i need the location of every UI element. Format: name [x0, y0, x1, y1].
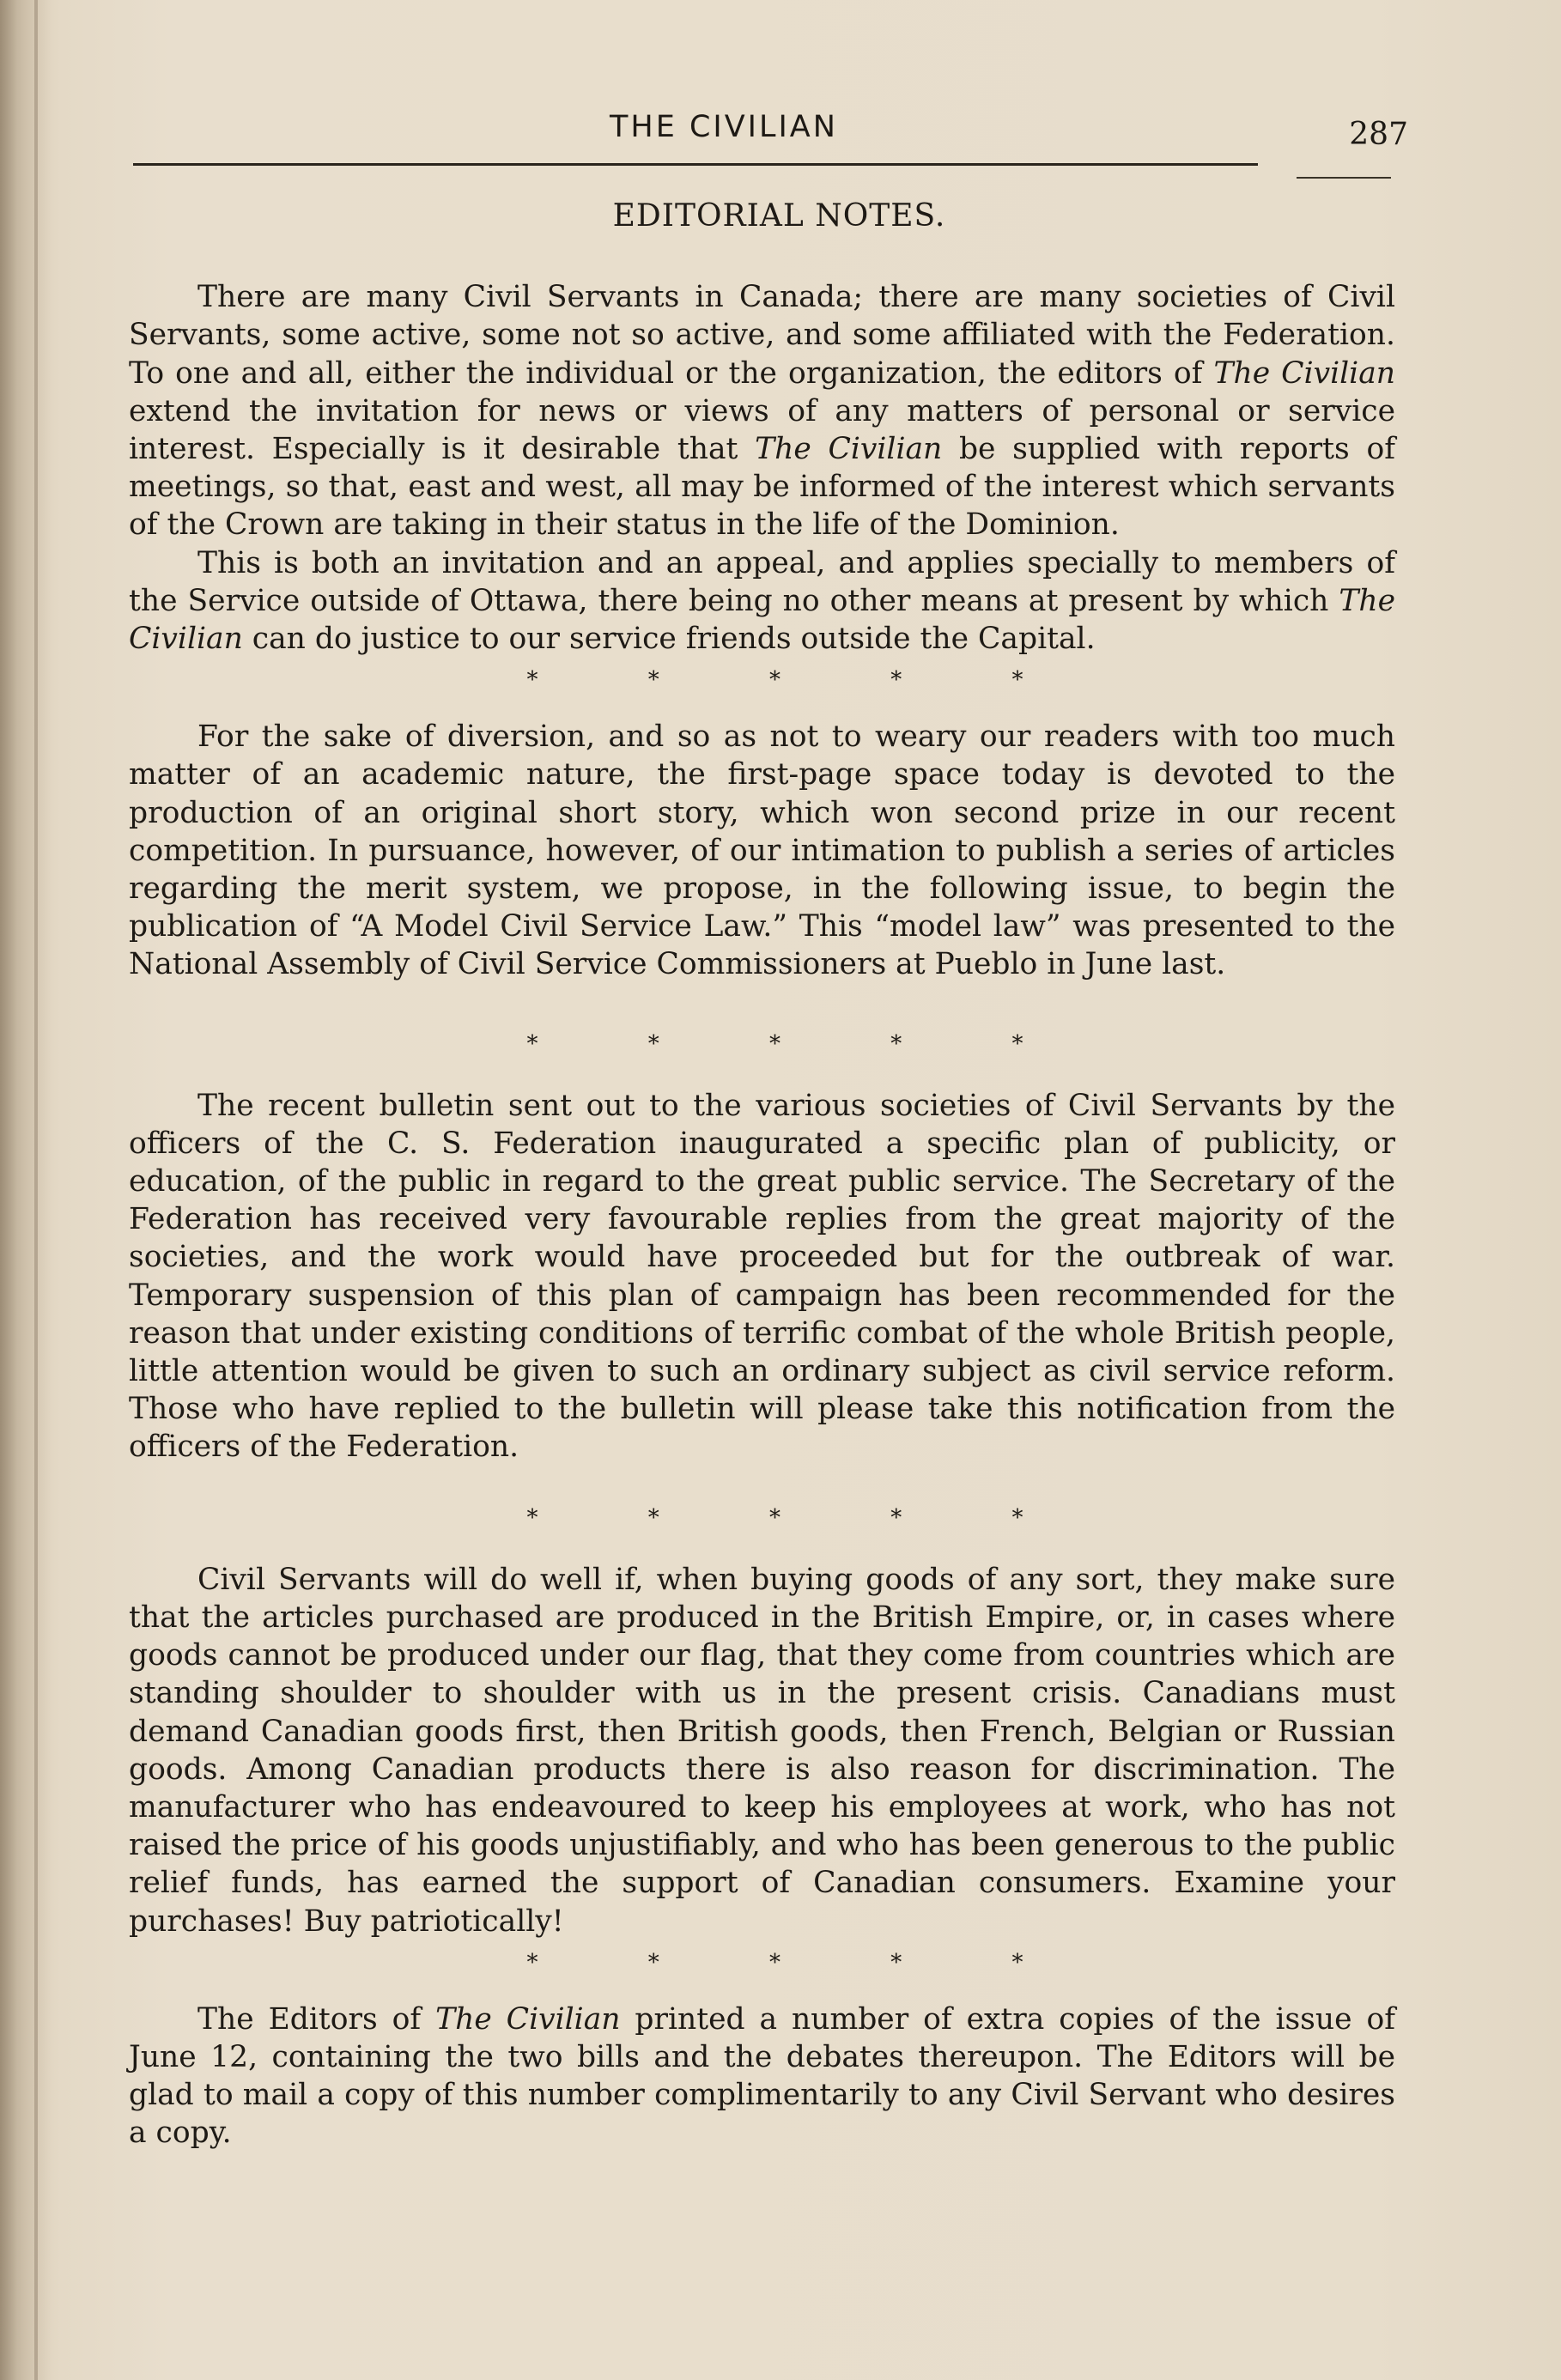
- journal-title: THE CIVILIAN: [610, 110, 838, 144]
- section-title: EDITORIAL NOTES.: [612, 198, 946, 234]
- section-separator: * * * * *: [526, 667, 1075, 694]
- running-head: [129, 110, 1408, 161]
- section-separator: * * * * *: [526, 1949, 1075, 1976]
- binding-shadow: [0, 0, 52, 2380]
- page-number: 287: [1349, 117, 1408, 152]
- paragraph-4: The recent bulletin sent out to the various societies of Civil Servants by the officers of the C. S. Federation inaugurated a specific plan of publicity, or education, of the public in regard to the great public service. The Secretary of the Federation has received very favourable replies from the great majority of the societies, and the work would have proceeded but for the outbreak of war. Temporary suspension of this plan of campaign has been recommended for the reason that under existing conditions of terrific combat of the whole British people, little attention would be given to such an ordinary subject as civil service reform. Those who have replied to the bulletin will please take this notification from the officers of the Federation.: [129, 1088, 1395, 1465]
- publication-name: The Civilian: [1213, 355, 1395, 391]
- paragraph-1: There are many Civil Servants in Canada; there are many societies of Civil Servants, some active, some not so active, and some affiliated with the Federation. To one and all, either the individual or the organization, the editors of The Civilian extend the invitation for news or views of any matters of personal or service interest. Especially is it desirable that The Civilian be supplied with reports of meetings, so that, east and west, all may be informed of the interest which servants of the Crown are taking in their status in the life of the Dominion.: [129, 280, 1395, 543]
- paragraph-5: Civil Servants will do well if, when buying goods of any sort, they make sure that the articles purchased are produced in the British Empire, or, in cases where goods cannot be produced under our flag, that they come from countries which are standing shoulder to shoulder with us in the present crisis. Canadians must demand Canadian goods first, then British goods, then French, Belgian or Russian goods. Among Canadian products there is also reason for discrimination. The manufacturer who has endeavoured to keep his employees at work, who has not raised the price of his goods unjustifiably, and who has been generous to the public relief funds, has earned the support of Canadian consumers. Examine your purchases! Buy patriotically!: [129, 1562, 1395, 1939]
- paragraph-2: This is both an invitation and an appeal, and applies specially to members of the Service outside of Ottawa, there being no other means at present by which The Civilian can do justice to our service friends outside the Capital.: [129, 545, 1395, 657]
- publication-name: The Civilian: [129, 583, 1395, 657]
- header-rule-short: [1297, 177, 1391, 179]
- paragraph-6: The Editors of The Civilian printed a number of extra copies of the issue of June 12, containing the two bills and the debates thereupon. The Editors will be glad to mail a copy of this number complimentarily to any Civil Servant who desires a copy.: [129, 2001, 1395, 2151]
- section-separator: * * * * *: [526, 1030, 1075, 1057]
- publication-name: The Civilian: [755, 432, 943, 467]
- binding-edge: [34, 0, 38, 2380]
- editorial-notes-article: [129, 197, 1395, 2152]
- publication-name: The Civilian: [435, 2001, 621, 2037]
- paragraph-3: For the sake of diversion, and so as not to weary our readers with too much matter of an academic nature, the first-page space today is devoted to the production of an original short story, which won second prize in our recent competition. In pursuance, however, of our intimation to publish a series of articles regarding the merit system, we propose, in the following issue, to begin the publication of “A Model Civil Service Law.” This “model law” was presented to the National Assembly of Civil Service Commissioners at Pueblo in June last.: [129, 719, 1395, 982]
- section-separator: * * * * *: [526, 1504, 1075, 1531]
- header-rule: [133, 163, 1258, 166]
